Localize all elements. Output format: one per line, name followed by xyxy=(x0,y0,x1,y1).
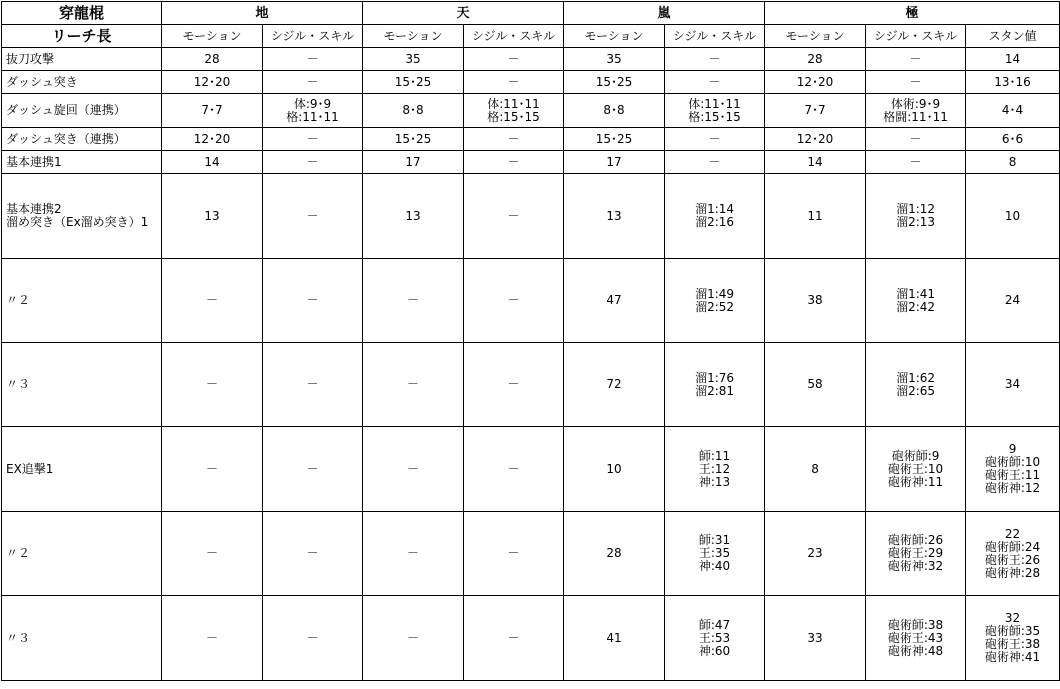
table-cell: － xyxy=(363,427,464,512)
table-cell: 15･25 xyxy=(564,71,665,94)
table-cell: 58 xyxy=(765,343,866,427)
table-cell: 11 xyxy=(765,174,866,259)
table-cell: 17 xyxy=(363,151,464,174)
table-cell: 32 砲術師:35 砲術王:38 砲術神:41 xyxy=(966,596,1060,681)
table-cell: 溜1:14 溜2:16 xyxy=(665,174,765,259)
table-cell: － xyxy=(263,343,363,427)
table-cell: － xyxy=(665,71,765,94)
row-label: EX追撃1 xyxy=(2,427,162,512)
table-row xyxy=(2,427,1060,512)
table-cell: － xyxy=(162,343,263,427)
table-cell: 体術:9･9 格闘:11･11 xyxy=(866,94,966,128)
table-cell: － xyxy=(263,512,363,596)
table-cell: 4･4 xyxy=(966,94,1060,128)
group-header-chi: 地 xyxy=(162,2,363,25)
table-cell: － xyxy=(464,343,564,427)
table-cell: － xyxy=(464,427,564,512)
table-cell: 14 xyxy=(765,151,866,174)
table-cell: － xyxy=(866,48,966,71)
table-cell: － xyxy=(263,259,363,343)
table-cell: 溜1:49 溜2:52 xyxy=(665,259,765,343)
table-cell: 35 xyxy=(363,48,464,71)
subcol-header: シジル・スキル xyxy=(665,25,765,48)
table-cell: 14 xyxy=(966,48,1060,71)
table-cell: 10 xyxy=(564,427,665,512)
table-cell: 33 xyxy=(765,596,866,681)
group-header-goku: 極 xyxy=(765,2,1060,25)
table-cell: 6･6 xyxy=(966,128,1060,151)
table-cell: 砲術師:9 砲術王:10 砲術神:11 xyxy=(866,427,966,512)
subcol-header: モーション xyxy=(564,25,665,48)
table-cell: 24 xyxy=(966,259,1060,343)
table-cell: 13 xyxy=(564,174,665,259)
subcol-header: シジル・スキル xyxy=(263,25,363,48)
table-cell: 12･20 xyxy=(765,71,866,94)
table-cell: 体:9･9 格:11･11 xyxy=(263,94,363,128)
table-cell: 体:11･11 格:15･15 xyxy=(665,94,765,128)
table-cell: － xyxy=(866,128,966,151)
row-label: 〃２ xyxy=(2,259,162,343)
table-row xyxy=(2,512,1060,596)
header-row-groups xyxy=(2,2,1060,25)
header-row-subcols xyxy=(2,25,1060,48)
table-row xyxy=(2,94,1060,128)
table-cell: － xyxy=(162,427,263,512)
row-label: 〃２ xyxy=(2,512,162,596)
row-label: ダッシュ旋回（連携） xyxy=(2,94,162,128)
table-row xyxy=(2,128,1060,151)
group-header-arashi: 嵐 xyxy=(564,2,765,25)
table-cell: 17 xyxy=(564,151,665,174)
table-cell: 12･20 xyxy=(765,128,866,151)
table-cell: － xyxy=(363,596,464,681)
table-cell: 15･25 xyxy=(363,128,464,151)
row-label: 基本連携1 xyxy=(2,151,162,174)
table-cell: 47 xyxy=(564,259,665,343)
table-cell: 35 xyxy=(564,48,665,71)
subcol-header: シジル・スキル xyxy=(464,25,564,48)
table-cell: － xyxy=(464,596,564,681)
subcol-header: シジル・スキル xyxy=(866,25,966,48)
table-cell: 13 xyxy=(363,174,464,259)
table-cell: － xyxy=(464,71,564,94)
table-row xyxy=(2,596,1060,681)
table-cell: － xyxy=(263,596,363,681)
subcol-header: スタン値 xyxy=(966,25,1060,48)
table-cell: 15･25 xyxy=(363,71,464,94)
table-cell: － xyxy=(866,151,966,174)
table-cell: 34 xyxy=(966,343,1060,427)
subcol-header: モーション xyxy=(162,25,263,48)
table-cell: 8 xyxy=(765,427,866,512)
table-cell: － xyxy=(464,259,564,343)
row-label: 基本連携2 溜め突き（Ex溜め突き）1 xyxy=(2,174,162,259)
table-cell: － xyxy=(263,128,363,151)
table-cell: 溜1:12 溜2:13 xyxy=(866,174,966,259)
table-cell: 28 xyxy=(564,512,665,596)
table-cell: － xyxy=(464,512,564,596)
table-cell: 師:11 王:12 神:13 xyxy=(665,427,765,512)
table-cell: － xyxy=(665,48,765,71)
table-cell: － xyxy=(464,128,564,151)
table-cell: 22 砲術師:24 砲術王:26 砲術神:28 xyxy=(966,512,1060,596)
table-row xyxy=(2,259,1060,343)
table-cell: － xyxy=(363,343,464,427)
table-cell: 師:31 王:35 神:40 xyxy=(665,512,765,596)
table-cell: － xyxy=(263,71,363,94)
table-cell: － xyxy=(263,427,363,512)
table-cell: 13･16 xyxy=(966,71,1060,94)
table-cell: － xyxy=(363,259,464,343)
table-cell: － xyxy=(665,151,765,174)
table-row xyxy=(2,174,1060,259)
table-cell: 12･20 xyxy=(162,128,263,151)
table-cell: 8･8 xyxy=(363,94,464,128)
table-cell: － xyxy=(866,71,966,94)
table-row xyxy=(2,343,1060,427)
table-cell: 砲術師:26 砲術王:29 砲術神:32 xyxy=(866,512,966,596)
table-cell: 8 xyxy=(966,151,1060,174)
table-row xyxy=(2,71,1060,94)
table-row xyxy=(2,151,1060,174)
table-cell: － xyxy=(162,596,263,681)
table-cell: 28 xyxy=(765,48,866,71)
table-cell: － xyxy=(665,128,765,151)
table-cell: 14 xyxy=(162,151,263,174)
table-cell: 12･20 xyxy=(162,71,263,94)
damage-table xyxy=(1,1,1060,681)
subcol-header: モーション xyxy=(363,25,464,48)
table-cell: － xyxy=(263,174,363,259)
table-cell: 溜1:41 溜2:42 xyxy=(866,259,966,343)
table-cell: － xyxy=(464,151,564,174)
table-cell: 7･7 xyxy=(765,94,866,128)
row-label: 〃３ xyxy=(2,343,162,427)
table-cell: 師:47 王:53 神:60 xyxy=(665,596,765,681)
table-cell: － xyxy=(162,512,263,596)
table-cell: 13 xyxy=(162,174,263,259)
table-row xyxy=(2,48,1060,71)
table-cell: 体:11･11 格:15･15 xyxy=(464,94,564,128)
row-label: ダッシュ突き xyxy=(2,71,162,94)
table-cell: 溜1:62 溜2:65 xyxy=(866,343,966,427)
table-cell: － xyxy=(363,512,464,596)
table-cell: 23 xyxy=(765,512,866,596)
table-cell: 10 xyxy=(966,174,1060,259)
table-cell: 15･25 xyxy=(564,128,665,151)
table-cell: 7･7 xyxy=(162,94,263,128)
row-label: 〃３ xyxy=(2,596,162,681)
table-cell: 38 xyxy=(765,259,866,343)
table-cell: － xyxy=(162,259,263,343)
row-label: ダッシュ突き（連携） xyxy=(2,128,162,151)
table-cell: 溜1:76 溜2:81 xyxy=(665,343,765,427)
table-cell: － xyxy=(263,48,363,71)
group-header-ten: 天 xyxy=(363,2,564,25)
table-cell: 8･8 xyxy=(564,94,665,128)
table-cell: － xyxy=(263,151,363,174)
table-cell: 9 砲術師:10 砲術王:11 砲術神:12 xyxy=(966,427,1060,512)
table-cell: － xyxy=(464,174,564,259)
table-cell: 砲術師:38 砲術王:43 砲術神:48 xyxy=(866,596,966,681)
table-cell: 28 xyxy=(162,48,263,71)
subcol-header: モーション xyxy=(765,25,866,48)
row-label: 抜刀攻撃 xyxy=(2,48,162,71)
table-cell: 72 xyxy=(564,343,665,427)
table-cell: 41 xyxy=(564,596,665,681)
reach-label: リーチ長 xyxy=(2,25,162,48)
table-cell: － xyxy=(464,48,564,71)
table-title: 穿龍棍 xyxy=(2,2,162,25)
